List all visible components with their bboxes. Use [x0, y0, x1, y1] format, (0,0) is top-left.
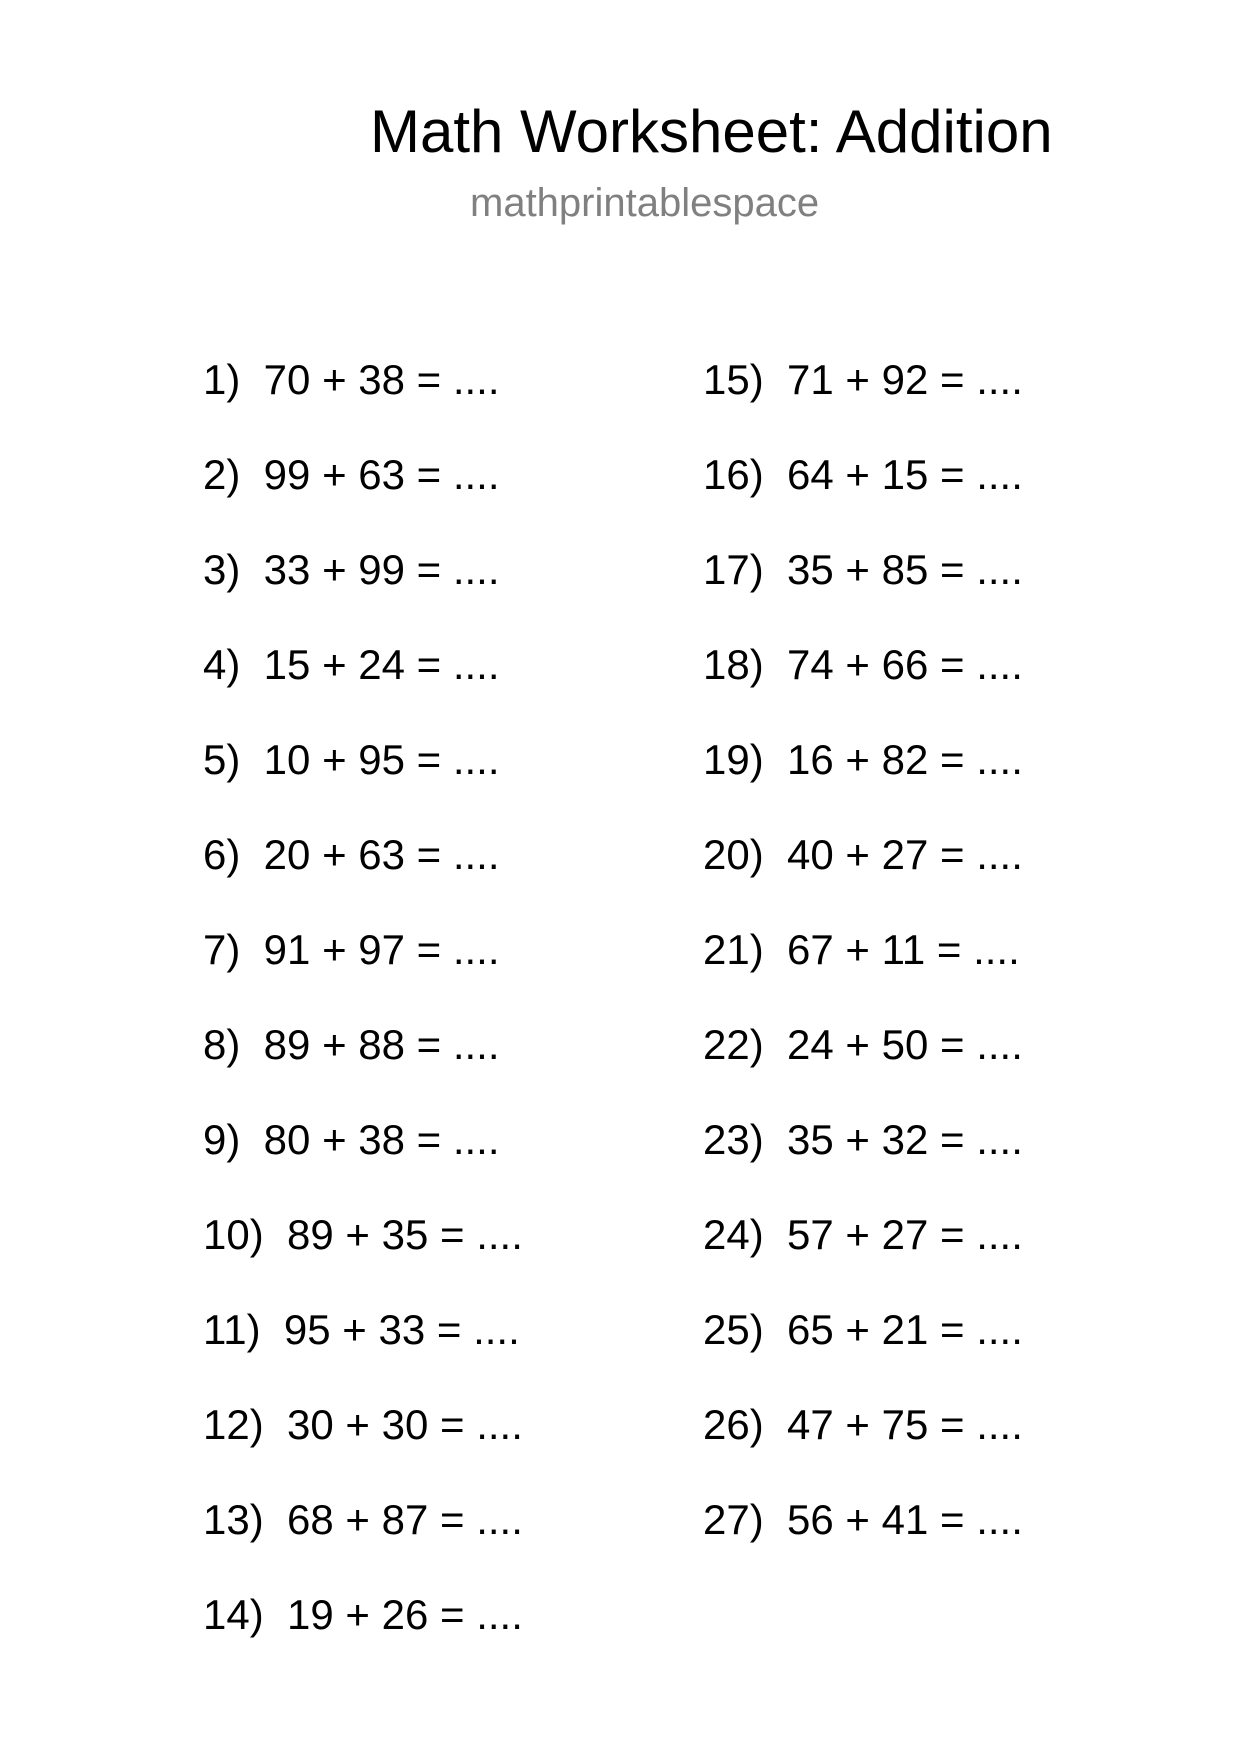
problem-15: 15) 71 + 92 = .... [703, 356, 1023, 403]
worksheet-subtitle: mathprintablespace [470, 181, 820, 225]
problem-17: 17) 35 + 85 = .... [703, 546, 1023, 593]
problem-23: 23) 35 + 32 = .... [703, 1116, 1023, 1163]
problem-3: 3) 33 + 99 = .... [203, 546, 500, 593]
problem-21: 21) 67 + 11 = .... [703, 926, 1020, 973]
problem-1: 1) 70 + 38 = .... [203, 356, 500, 403]
problem-19: 19) 16 + 82 = .... [703, 736, 1023, 783]
problem-10: 10) 89 + 35 = .... [203, 1211, 523, 1258]
problem-25: 25) 65 + 21 = .... [703, 1306, 1023, 1353]
problem-13: 13) 68 + 87 = .... [203, 1496, 523, 1543]
problem-12: 12) 30 + 30 = .... [203, 1401, 523, 1448]
problem-24: 24) 57 + 27 = .... [703, 1211, 1023, 1258]
problem-6: 6) 20 + 63 = .... [203, 831, 500, 878]
problem-18: 18) 74 + 66 = .... [703, 641, 1023, 688]
problem-2: 2) 99 + 63 = .... [203, 451, 500, 498]
problem-4: 4) 15 + 24 = .... [203, 641, 500, 688]
problem-7: 7) 91 + 97 = .... [203, 926, 500, 973]
problem-8: 8) 89 + 88 = .... [203, 1021, 500, 1068]
problem-27: 27) 56 + 41 = .... [703, 1496, 1023, 1543]
problem-11: 11) 95 + 33 = .... [203, 1306, 520, 1353]
problem-9: 9) 80 + 38 = .... [203, 1116, 500, 1163]
problem-5: 5) 10 + 95 = .... [203, 736, 500, 783]
problem-14: 14) 19 + 26 = .... [203, 1591, 523, 1638]
problem-20: 20) 40 + 27 = .... [703, 831, 1023, 878]
worksheet-title: Math Worksheet: Addition [370, 98, 1053, 165]
problem-26: 26) 47 + 75 = .... [703, 1401, 1023, 1448]
problem-16: 16) 64 + 15 = .... [703, 451, 1023, 498]
problem-22: 22) 24 + 50 = .... [703, 1021, 1023, 1068]
